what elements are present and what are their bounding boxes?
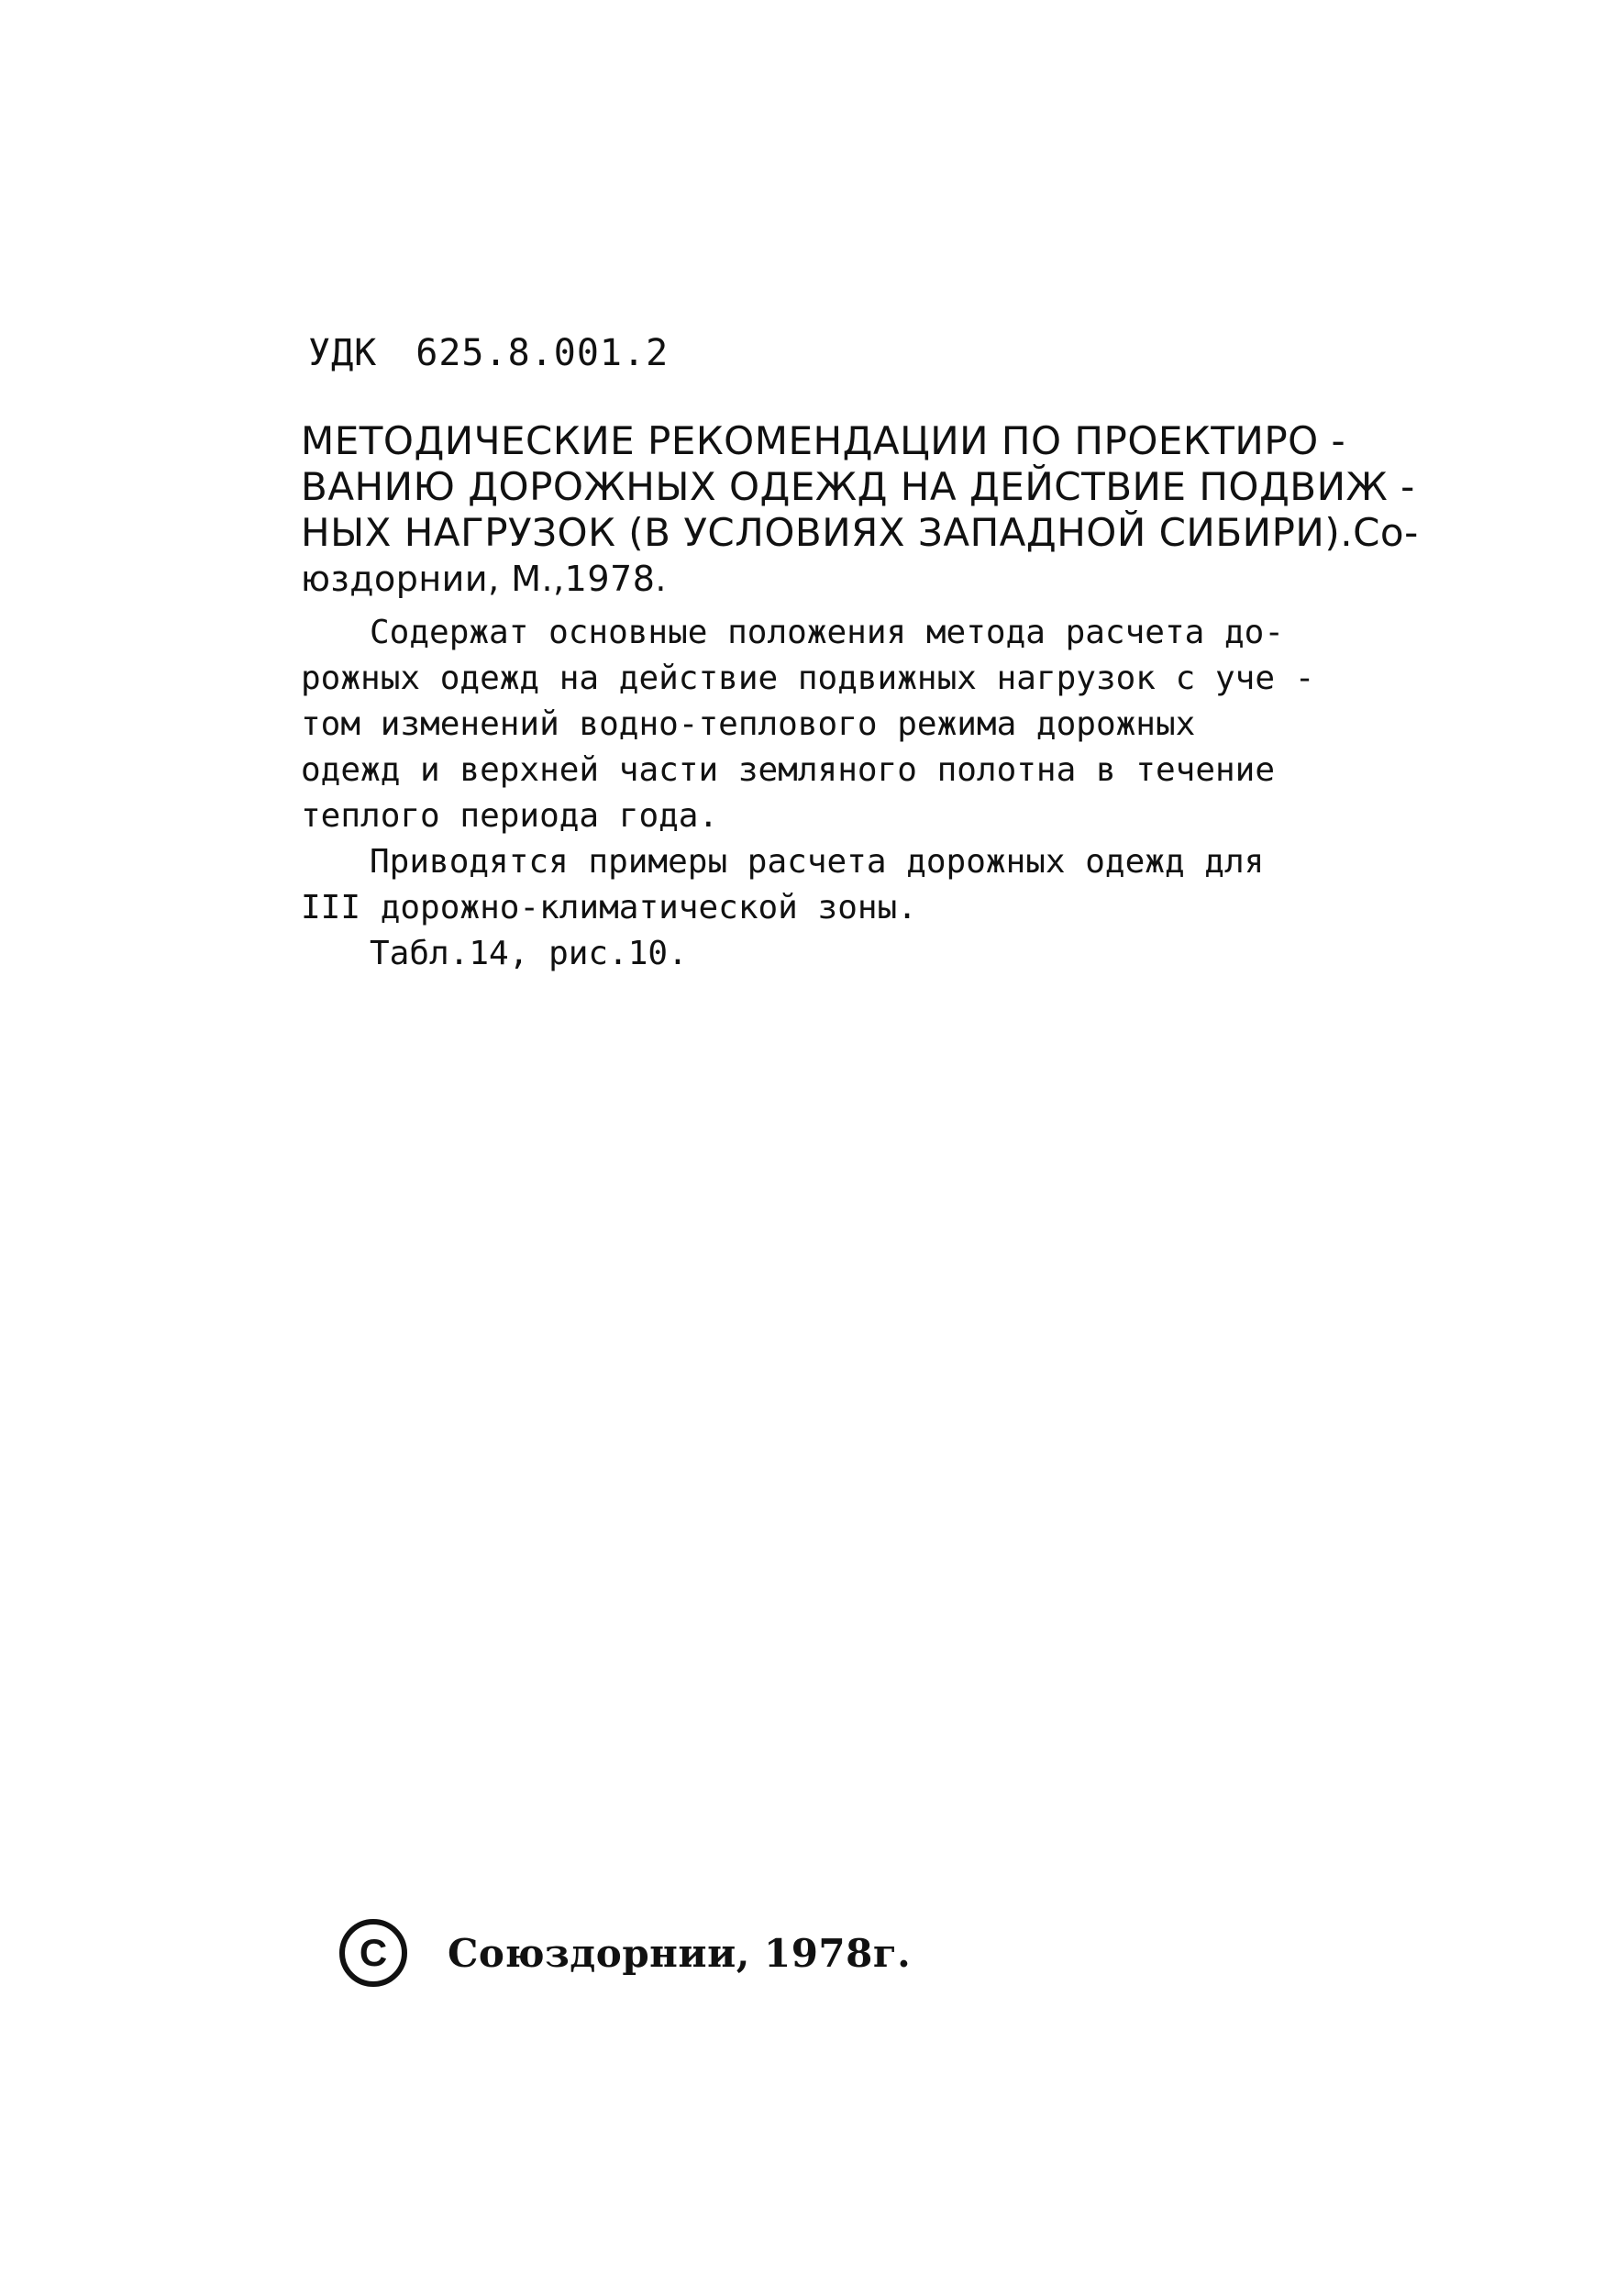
udk-classification [308,332,669,374]
abstract-p2-line-2: III дорожно-климатической зоны. [301,889,917,926]
abstract-paragraph-2 [301,839,1475,931]
abstract-paragraph-3 [301,931,1475,977]
abstract-paragraph-1 [301,610,1475,839]
svg-text:C: C [359,1931,388,1974]
abstract-p1-line-1: Содержат основные положения метода расчета до- [370,614,1284,651]
copyright-text: Союздорнии, 1978г. [448,1930,912,1976]
tables-figures-count: Табл.14, рис.10. [370,935,688,972]
title-line-2: ВАНИЮ ДОРОЖНЫХ ОДЕЖД НА ДЕЙСТВИЕ ПОДВИЖ - [301,464,1415,509]
abstract-p2-line-1: Приводятся примеры расчета дорожных одежд для [370,843,1265,881]
title-line-3: НЫХ НАГРУЗОК (В УСЛОВИЯХ ЗАПАДНОЙ СИБИРИ).Со- [301,510,1419,555]
copyright-icon [338,1917,409,1989]
document-title [301,418,1475,602]
copyright-notice [338,1917,911,1989]
abstract-p1-line-2: рожных одежд на действие подвижных нагрузок с уче - [301,660,1315,697]
abstract-p1-line-4: одежд и верхней части земляного полотна в течение [301,751,1276,789]
title-line-1: МЕТОДИЧЕСКИЕ РЕКОМЕНДАЦИИ ПО ПРОЕКТИРО - [301,418,1346,463]
udk-code: 625.8.001.2 [415,332,670,374]
abstract-p1-line-3: том изменений водно-теплового режима дорожных [301,705,1196,743]
title-line-4: юздорнии, М.,1978. [301,559,667,599]
abstract-p1-line-5: теплого периода года. [301,797,719,835]
udk-label: УДК [308,332,378,374]
